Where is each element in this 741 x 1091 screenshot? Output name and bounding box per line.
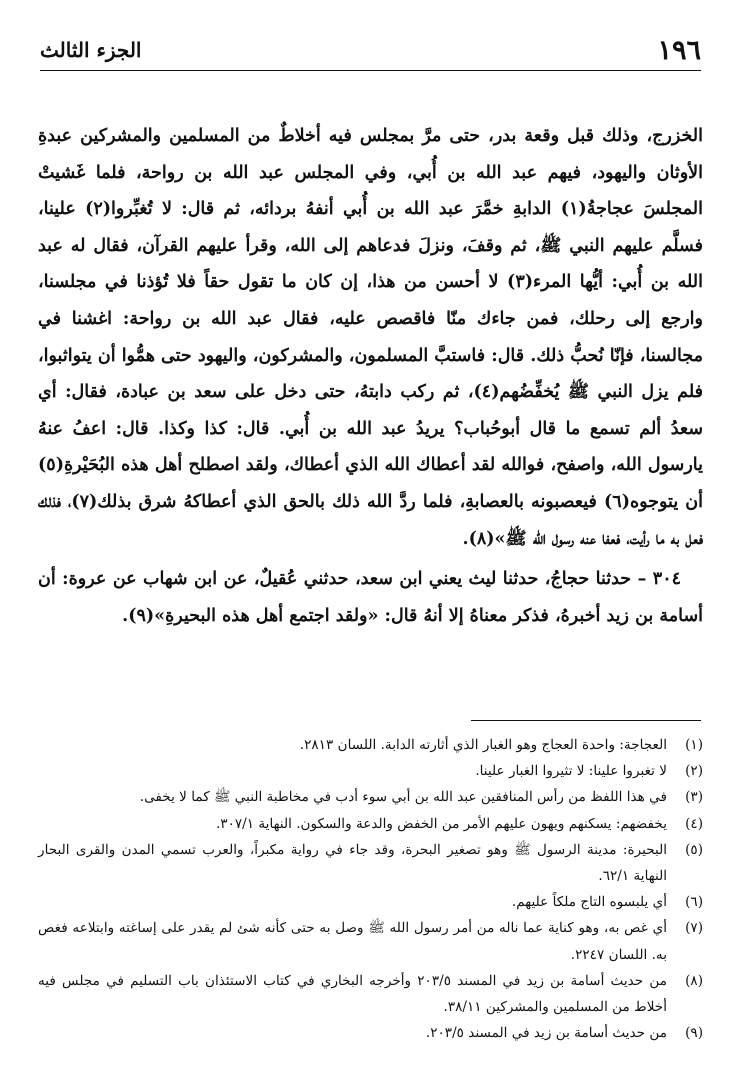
footnote <box>38 968 703 1020</box>
footnote-number: (١) <box>685 737 703 753</box>
footnote-text: أي يلبسوه التاج ملكاً عليهم. <box>511 894 667 911</box>
footnote-number: (٨) <box>685 972 703 989</box>
footnote-text: من حديث أسامة بن زيد في المسند ٢٠٣/٥ وأخرجه البخاري في كتاب الاستئذان باب التسليم في مجلس فيه أخلاط من المسلمين والمشركين ٣٨/١١. <box>38 972 667 1016</box>
running-title: الجزء الثالث <box>40 38 142 62</box>
footnote-number: (٤) <box>685 815 703 832</box>
footnote <box>38 915 703 967</box>
paragraph: ٣٠٤ – حدثنا حجاجُ، حدثنا ليث يعني ابن سعد، حدثني عُقيلٌ، عن ابن شهاب عن عروة: أن أسامة بن زيد أخبرهُ، فذكر معناهُ إلا أنهُ قال: «ولقد اجتمع أهل هذه البحيرةِ»(٩). <box>38 569 703 626</box>
footnote <box>38 889 703 915</box>
footnote-text: من حديث أسامة بن زيد في المسند ٢٠٣/٥. <box>425 1025 667 1042</box>
footnote-number: (٥) <box>685 841 703 858</box>
footnote <box>38 837 703 889</box>
footnote-divider <box>471 720 701 721</box>
main-text <box>38 118 703 634</box>
footnote-text: البحيرة: مدينة الرسول ﷺ وهو تصغير البحرة، وقد جاء في رواية مكبراً، والعرب تسمي المدن والقرى البحار النهاية ٦٢/١. <box>38 841 667 885</box>
footnote-number: (٢) <box>685 763 703 780</box>
page-number: ١٩٦ <box>657 34 701 66</box>
footnote-text: يخفضهم: يسكنهم ويهون عليهم الأمر من الخفض والدعة والسكون. النهاية ٣٠٧/١. <box>215 815 667 832</box>
footnotes <box>38 732 703 1046</box>
page-header <box>40 30 701 71</box>
footnote-text: العجاجة: واحدة العجاج وهو الغبار الذي أثارته الدابة. اللسان ٢٨١٣. <box>299 737 667 753</box>
footnote <box>38 811 703 837</box>
footnote-text: لا تغبروا علينا: لا تثيروا الغبار علينا. <box>475 763 667 780</box>
footnote-number: (٩) <box>685 1025 703 1042</box>
footnote <box>38 758 703 784</box>
footnote-number: (٧) <box>685 920 703 937</box>
footnote-number: (٦) <box>685 894 703 911</box>
footnote <box>38 1020 703 1046</box>
footnote-text: في هذا اللفظ من رأس المنافقين عبد الله بن أبي سوء أدب في مخاطبة النبي ﷺ كما لا يخفى. <box>139 789 667 806</box>
footnote-text: أي غص به، وهو كناية عما ناله من أمر رسول الله ﷺ وصل به حتى كأنه شئ لم يقدر على إساغته وابتلاعه فغص به. اللسان ٢٢٤٧. <box>38 920 667 963</box>
footnote <box>38 784 703 810</box>
paragraph: الخزرج، وذلك قبل وقعة بدر، حتى مرَّ بمجلس فيه أخلاطٌ من المسلمين والمشركين عبدةِ الأوثان واليهود، فيهم عبد الله بن أُبي، وفي المجلس عبد الله بن رواحة، فلما غَشيتْ المجلسَ عجاجةُ(١) الدابةِ خمَّرَ عبد الله بن أُبي أنفهُ بردائه، ثم قال: لا تُغبِّروا(٢) علينا، فسلَّم عليهم النبي ﷺ، ثم وقفَ، ونزلَ فدعاهم إلى الله، وقرأ عليهم القرآن، فقال له عبد الله بن أُبي: أيُّها المرء(٣) لا أحسن من هذا، إن كان ما تقول حقاً فلا تُؤذنا في مجلسنا، وارجع إلى رحلك، فمن جاءك منّا فاقصص عليه، فقال عبد الله بن رواحة: اغشنا في مجالسنا، فإنّا نُحبُّ ذلك. قال: فاستبَّ المسلمون، والمشركون، واليهود حتى همُّوا أن يتواثبوا، فلم يزل النبي ﷺ يُخفِّضُهم(٤)، ثم ركب دابتهُ، حتى دخل على سعد بن عبادة، فقال: أي سعدُ ألم تسمع ما قال أبوحُباب؟ يريدُ عبد الله بن أُبي. قال: كذا وكذا. قال: اعفُ عنهُ يارسول الله، واصفح، فوالله لقد أعطاك الله الذي أعطاك، ولقد اصطلح أهل هذه البُحَيْرةِ(٥) أن يتوجوه(٦) فيعصبونه بالعصابةِ، فلما ردَّ الله ذلك بالحق الذي أعطاكهُ شرق بذلك(٧)، فذلك فعل به ما رأيت، فعفا عنه رسول الله ﷺ»(٨). <box>38 126 704 549</box>
footnote <box>38 732 703 758</box>
footnote-number: (٣) <box>685 789 703 806</box>
